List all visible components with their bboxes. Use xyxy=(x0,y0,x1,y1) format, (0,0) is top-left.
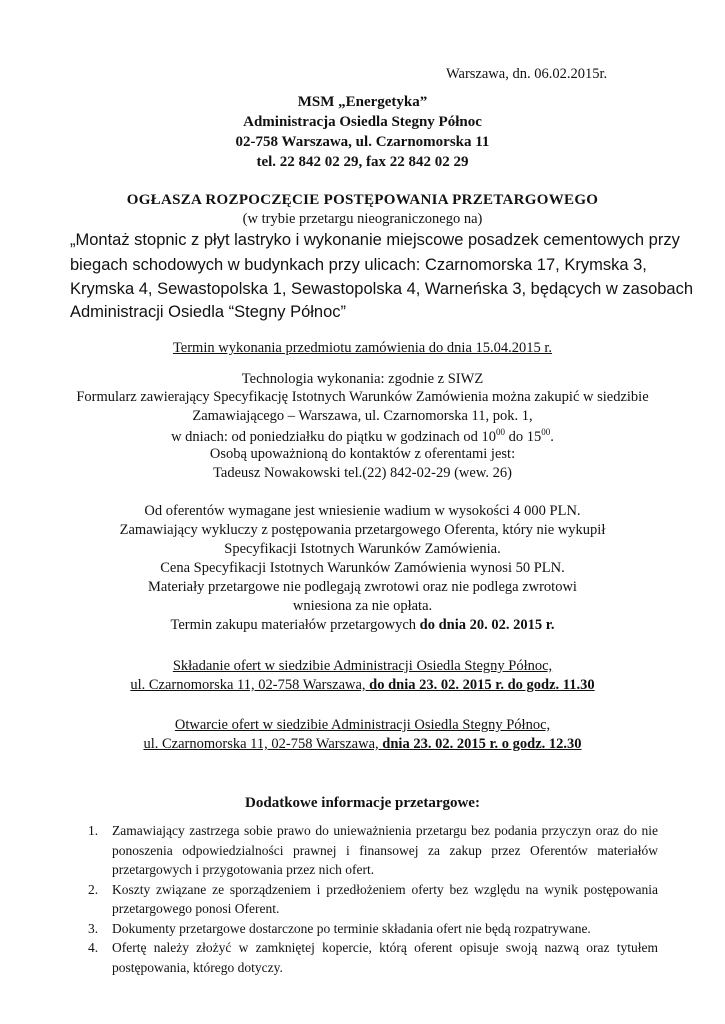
wadium-line-6: wniesiona za nie opłata. xyxy=(292,598,433,614)
announcement-title: OGŁASZA ROZPOCZĘCIE POSTĘPOWANIA PRZETARGOWEGO xyxy=(126,192,599,208)
tech-line-2: Formularz zawierający Specyfikację Istotnych Warunków Zamówienia można zakupić w siedzibie xyxy=(76,389,649,405)
opening-line-2: ul. Czarnomorska 11, 02-758 Warszawa, dnia 23. 02. 2015 r. o godz. 12.30 xyxy=(143,736,582,752)
tech-line-3: Zamawiającego – Warszawa, ul. Czarnomorska 11, pok. 1, xyxy=(192,408,533,424)
org-name: MSM „Energetyka” xyxy=(297,94,428,110)
purchase-deadline: Termin zakupu materiałów przetargowych do dnia 20. 02. 2015 r. xyxy=(170,617,555,633)
tech-line-4: w dniach: od poniedziałku do piątku w godzinach od $10^{00}$ do $15^{00}$. xyxy=(171,427,554,445)
list-item: 1. Zamawiający zastrzega sobie prawo do unieważnienia przetargu bez podania przyczyn oraz do nie ponoszenia odpowiedzialności prawnej i finansowej za zakup przez Oferentów materiałów przetargowych i przygotowania przez nich ofert. xyxy=(88,823,658,877)
wadium-line-4: Cena Specyfikacji Istotnych Warunków Zamówienia wynosi 50 PLN. xyxy=(160,560,565,576)
date-line: Warszawa, dn. 06.02.2015r. xyxy=(446,66,608,82)
list-item: 2. Koszty związane ze sporządzeniem i przedłożeniem oferty bez względu na wynik postępowania przetargowego ponosi Oferent. xyxy=(88,881,658,916)
subject-line-3: Krymska 4, Sewastopolska 1, Sewastopolska 4, Warneńska 3, będących w zasobach xyxy=(70,280,694,298)
org-phone: tel. 22 842 02 29, fax 22 842 02 29 xyxy=(256,154,469,170)
wadium-line-2: Zamawiający wykluczy z postępowania przetargowego Oferenta, który nie wykupił xyxy=(119,522,606,538)
wadium-line-5: Materiały przetargowe nie podlegają zwrotowi oraz nie podlega zwrotowi xyxy=(148,579,577,595)
subject-line-4: Administracji Osiedla “Stegny Północ” xyxy=(70,303,347,321)
submission-line-1: Składanie ofert w siedzibie Administracji Osiedla Stegny Północ, xyxy=(172,658,553,674)
admin-name: Administracja Osiedla Stegny Północ xyxy=(243,114,482,130)
tech-line-1: Technologia wykonania: zgodnie z SIWZ xyxy=(241,371,484,387)
submission-line-2: ul. Czarnomorska 11, 02-758 Warszawa, do dnia 23. 02. 2015 r. do godz. 11.30 xyxy=(130,677,595,693)
list-item: 4. Ofertę należy złożyć w zamkniętej kopercie, którą oferent opisuje swoją nazwą oraz tytułem postępowania, którego dotyczy. xyxy=(88,940,658,975)
announcement-mode: (w trybie przetargu nieograniczonego na) xyxy=(242,211,483,227)
additional-info-title: Dodatkowe informacje przetargowe: xyxy=(245,795,480,811)
tech-line-5: Osobą upoważnioną do kontaktów z oferentami jest: xyxy=(209,446,516,462)
subject-line-1: „Montaż stopnic z płyt lastryko i wykonanie miejscowe posadzek cementowych przy xyxy=(70,231,680,249)
contact-person: Tadeusz Nowakowski tel.(22) 842-02-29 (wew. 26) xyxy=(213,465,512,481)
list-item: 3. Dokumenty przetargowe dostarczone po terminie składania ofert nie będą rozpatrywane. xyxy=(88,920,591,936)
additional-info-list xyxy=(88,821,658,977)
wadium-line-1: Od oferentów wymagane jest wniesienie wadium w wysokości 4 000 PLN. xyxy=(144,503,581,519)
wadium-line-3: Specyfikacji Istotnych Warunków Zamówienia. xyxy=(224,541,501,557)
subject-line-2: biegach schodowych w budynkach przy ulicach: Czarnomorska 17, Krymska 3, xyxy=(70,256,647,274)
completion-deadline: Termin wykonania przedmiotu zamówienia do dnia 15.04.2015 r. xyxy=(172,340,553,356)
org-address: 02-758 Warszawa, ul. Czarnomorska 11 xyxy=(235,134,490,150)
opening-line-1: Otwarcie ofert w siedzibie Administracji Osiedla Stegny Północ, xyxy=(174,717,551,733)
